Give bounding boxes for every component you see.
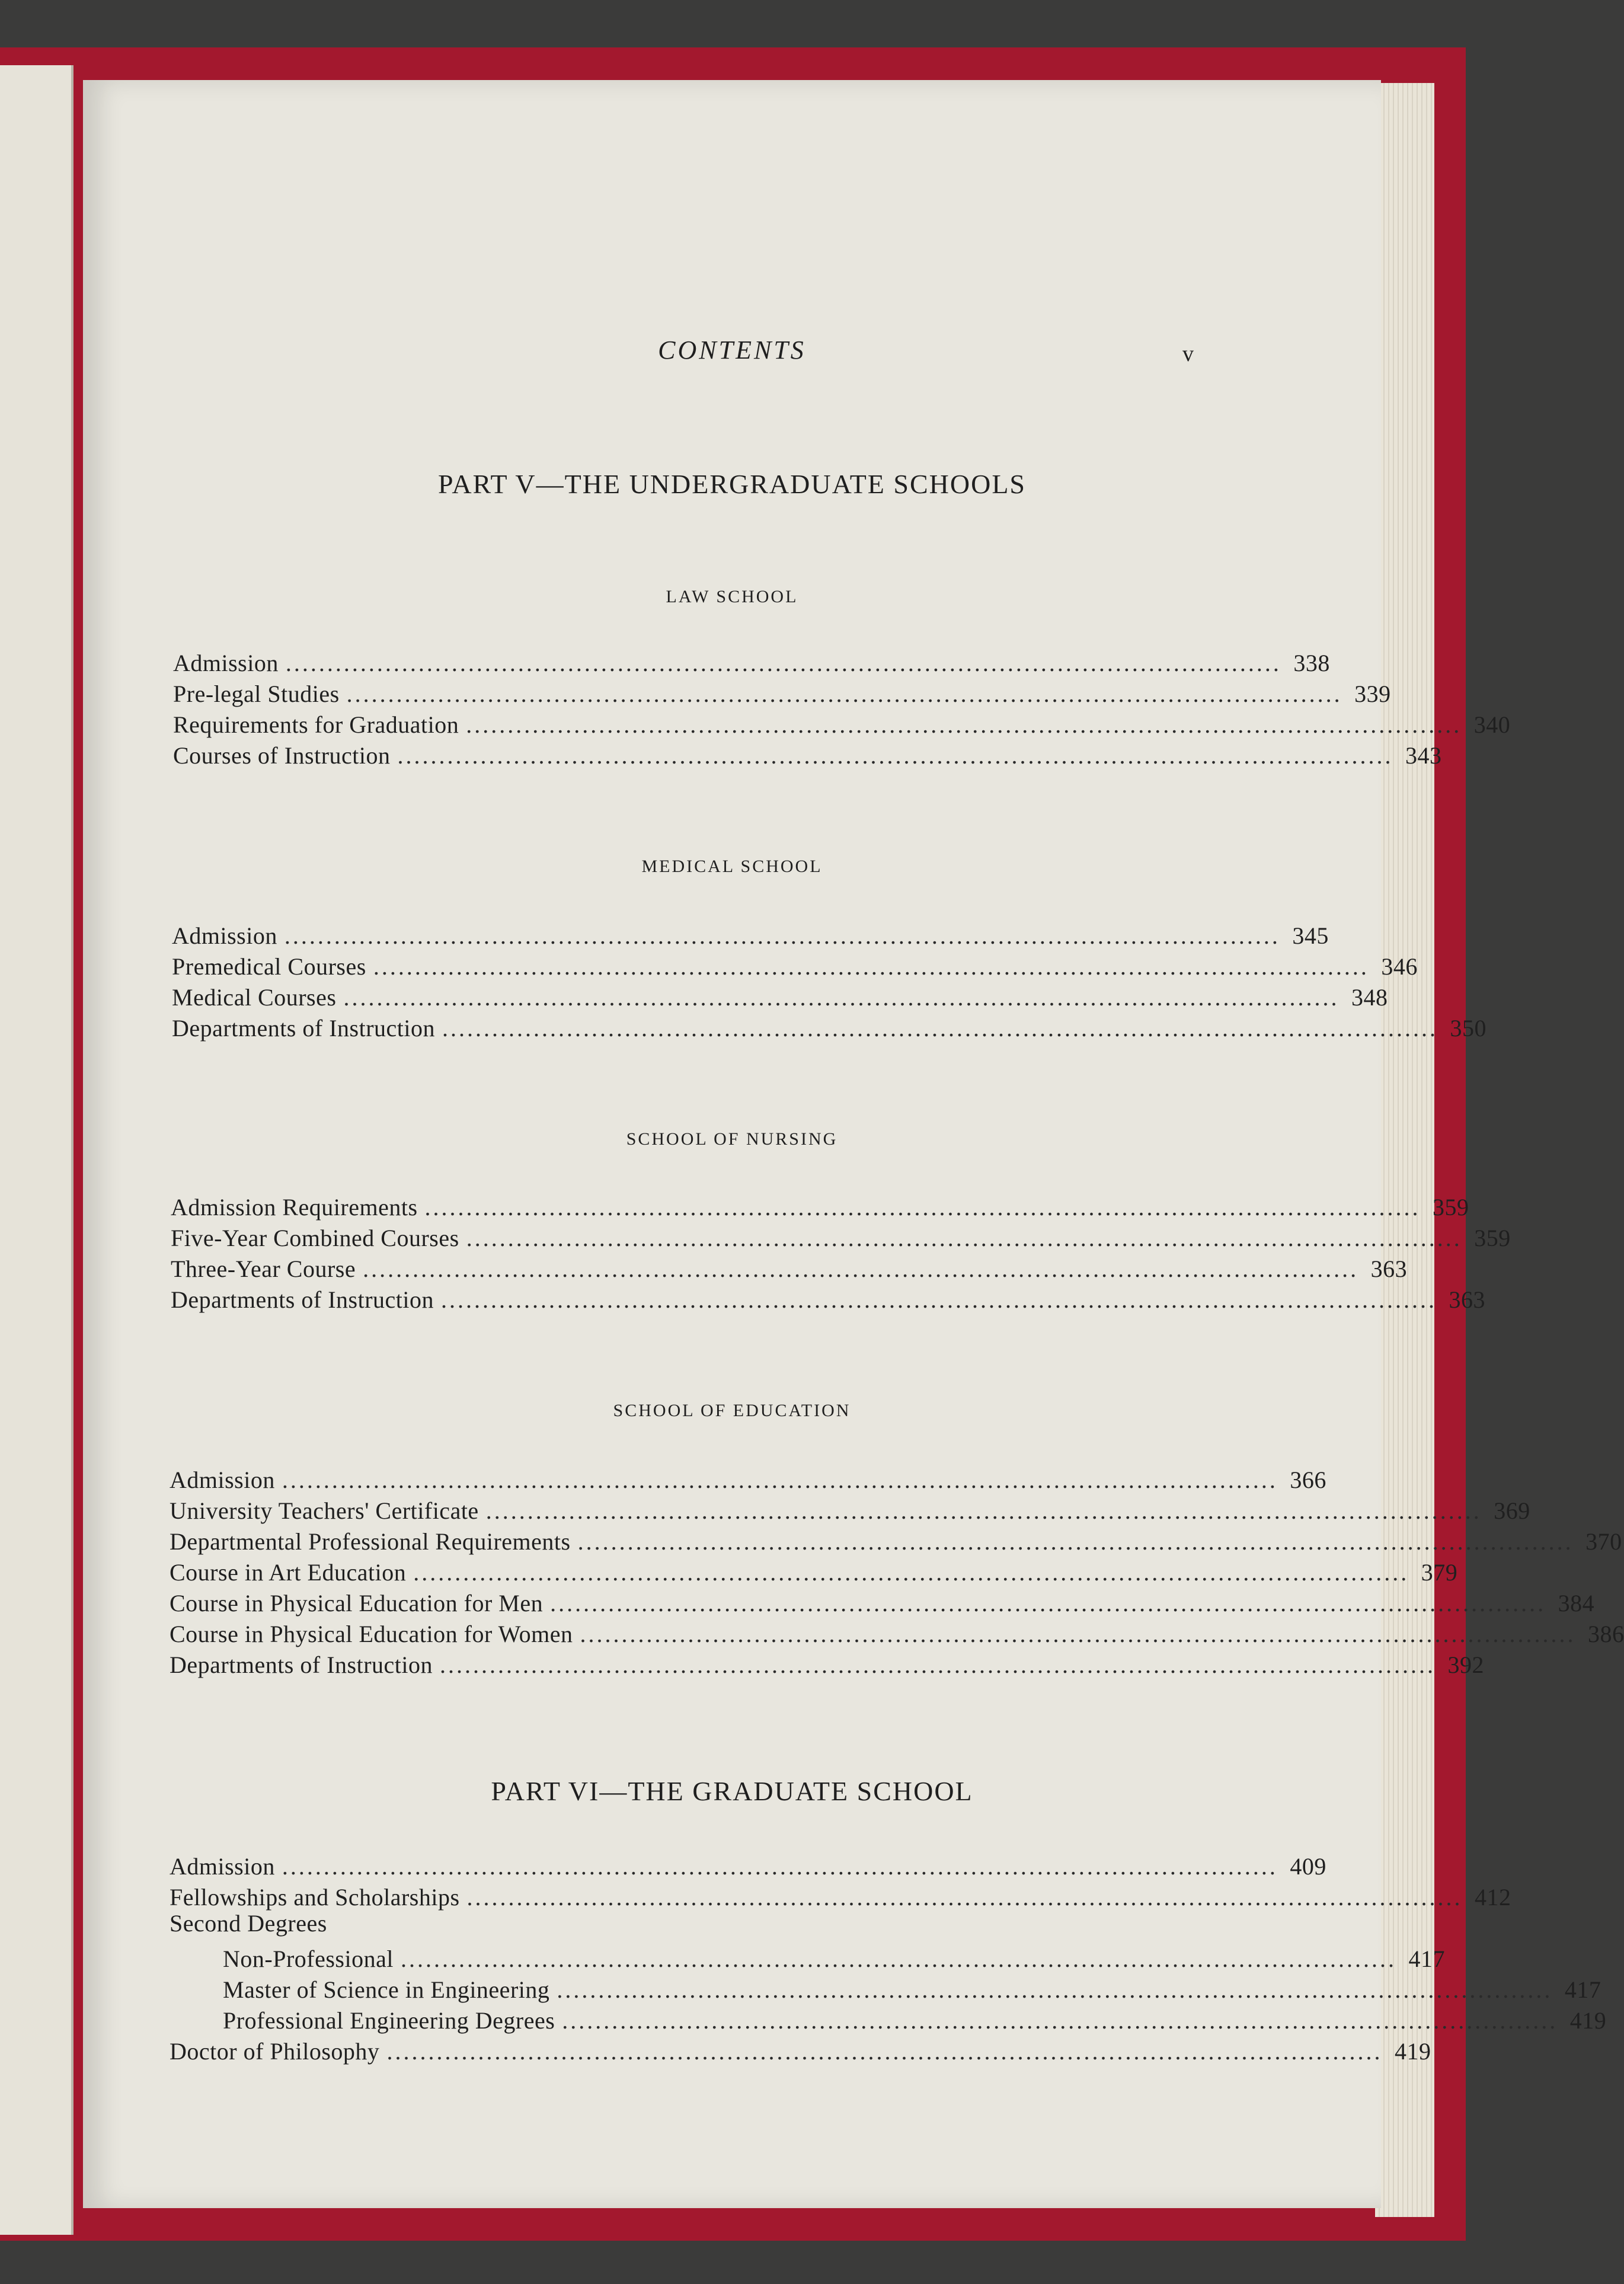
toc-entry: Three-Year Course ........................................................................................................................ 363 bbox=[171, 1256, 1408, 1282]
page-number: v bbox=[1182, 341, 1194, 366]
toc-entry: Course in Physical Education for Men ........................................................................................................................ 384 bbox=[170, 1590, 1595, 1617]
toc-entry: Admission ........................................................................................................................ 338 bbox=[173, 650, 1330, 676]
left-page-edge bbox=[0, 65, 73, 2235]
section-heading: LAW SCHOOL bbox=[666, 587, 798, 606]
toc-entry: Admission ........................................................................................................................ 409 bbox=[170, 1853, 1326, 1880]
toc-entry: Departments of Instruction ........................................................................................................................ 392 bbox=[170, 1651, 1484, 1678]
running-head: CONTENTS bbox=[658, 336, 806, 365]
toc-entry: Departments of Instruction ........................................................................................................................ 363 bbox=[171, 1286, 1485, 1313]
toc-entry: Master of Science in Engineering ........................................................................................................................ 417 bbox=[223, 1976, 1601, 2003]
toc-entry: Five-Year Combined Courses ........................................................................................................................ 359 bbox=[171, 1225, 1511, 1251]
toc-entry: Departments of Instruction ........................................................................................................................ 350 bbox=[172, 1015, 1486, 1042]
section-heading: SCHOOL OF NURSING bbox=[626, 1129, 838, 1149]
part-title: PART V—THE UNDERGRADUATE SCHOOLS bbox=[438, 469, 1026, 499]
toc-entry: Pre-legal Studies ........................................................................................................................ 339 bbox=[173, 681, 1391, 707]
toc-entry: Premedical Courses ........................................................................................................................ 346 bbox=[172, 953, 1418, 980]
contents-page bbox=[83, 80, 1624, 2208]
section-heading: SCHOOL OF EDUCATION bbox=[613, 1401, 851, 1420]
toc-entry: Courses of Instruction ........................................................................................................................ 343 bbox=[173, 742, 1442, 769]
toc-entry: University Teachers' Certificate ........................................................................................................................ 369 bbox=[170, 1497, 1530, 1524]
toc-entry: Doctor of Philosophy ........................................................................................................................ 419 bbox=[170, 2038, 1431, 2065]
section-heading: MEDICAL SCHOOL bbox=[641, 857, 823, 876]
toc-entry: Medical Courses ........................................................................................................................ 348 bbox=[172, 984, 1388, 1011]
toc-entry: Departmental Professional Requirements ........................................................................................................................ 370 bbox=[170, 1528, 1622, 1555]
toc-entry: Non-Professional ........................................................................................................................ 417 bbox=[223, 1946, 1445, 1972]
toc-entry: Admission ........................................................................................................................ 366 bbox=[170, 1467, 1326, 1493]
toc-entry: Requirements for Graduation ........................................................................................................................ 340 bbox=[173, 711, 1511, 738]
part-title: PART VI—THE GRADUATE SCHOOL bbox=[491, 1776, 973, 1806]
toc-group-label: Second Degrees bbox=[170, 1910, 327, 1937]
toc-entry: Course in Art Education ........................................................................................................................ 379 bbox=[170, 1559, 1458, 1586]
toc-entry: Admission Requirements ........................................................................................................................ 359 bbox=[171, 1194, 1469, 1221]
toc-entry: Fellowships and Scholarships ........................................................................................................................ 412 bbox=[170, 1884, 1511, 1911]
toc-entry: Admission ........................................................................................................................ 345 bbox=[172, 922, 1329, 949]
toc-entry: Course in Physical Education for Women ........................................................................................................................ 386 bbox=[170, 1621, 1624, 1647]
toc-entry: Professional Engineering Degrees ........................................................................................................................ 419 bbox=[223, 2007, 1607, 2034]
